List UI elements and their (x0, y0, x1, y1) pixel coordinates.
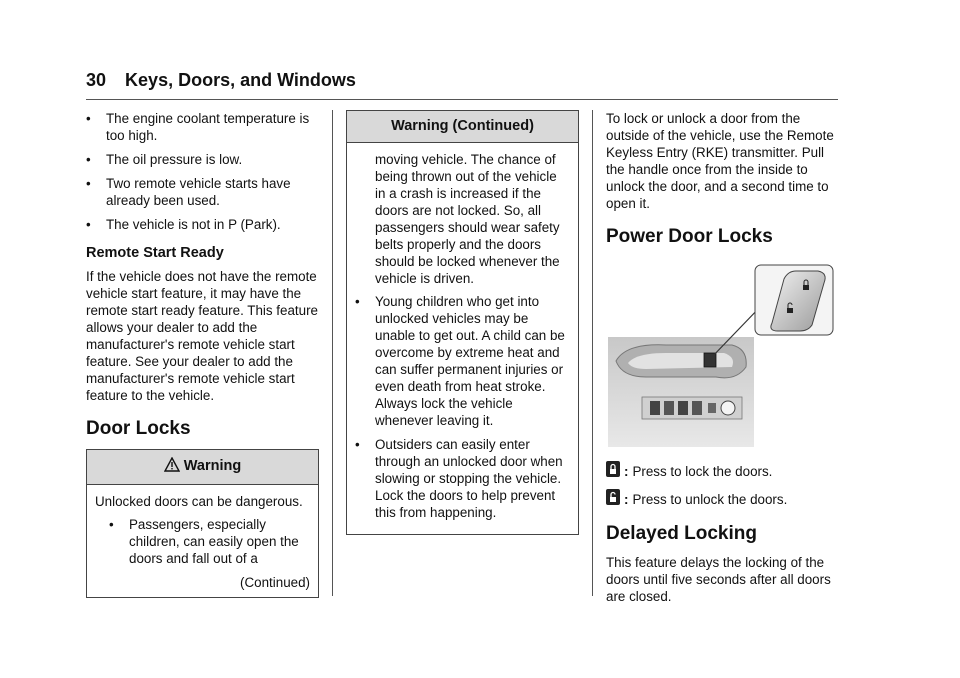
lock-instruction: : Press to lock the doors. (606, 461, 838, 481)
unlock-icon (606, 489, 624, 509)
warning-continued-header: Warning (Continued) (347, 111, 578, 143)
power-door-locks-heading: Power Door Locks (606, 226, 773, 247)
page-header (86, 70, 356, 91)
warning-continued-text: moving vehicle. The chance of being thrown out of the vehicle in a crash is increased if the doors are not locked. So, all passengers should wear safety belts properly and the doors should be locked whenever the vehicle is driven. (375, 152, 560, 286)
warning-continued-box (346, 110, 579, 535)
page-number: 30 (86, 70, 107, 90)
list-item: • Two remote vehicle starts have already been used. (86, 176, 291, 208)
list-item: • Outsiders can easily enter through an unlocked door when slowing or stopping the vehicle. Lock the doors to help prevent this from happening. (355, 437, 563, 520)
column-divider-2 (592, 110, 593, 596)
list-item: • The vehicle is not in P (Park). (86, 217, 281, 232)
remote-start-heading: Remote Start Ready (86, 245, 224, 261)
header-rule (86, 99, 838, 100)
door-locks-heading: Door Locks (86, 418, 191, 439)
unlock-label: Press to unlock the doors. (632, 491, 788, 507)
chapter-title: Keys, Doors, and Windows (125, 70, 356, 90)
door-lock-switch-figure (606, 257, 838, 447)
column-2 (346, 110, 579, 535)
list-item: • The oil pressure is low. (86, 152, 243, 167)
warning-title: Warning (183, 458, 242, 474)
unlock-instruction: : Press to unlock the doors. (606, 489, 838, 509)
warning-box (86, 449, 319, 598)
delayed-locking-heading: Delayed Locking (606, 523, 757, 544)
column-divider-1 (332, 110, 333, 596)
warning-text: Unlocked doors can be dangerous. (95, 494, 303, 509)
list-item: • The engine coolant temperature is too high. (86, 111, 310, 143)
lock-label: Press to lock the doors. (632, 463, 773, 479)
rke-intro-text: To lock or unlock a door from the outside of the vehicle, use the Remote Keyless Entry (RKE) transmitter. Pull the handle once from the inside to unlock the door, and a second time to open it. (606, 111, 834, 211)
list-item: • Passengers, especially children, can easily open the doors and fall out of a (109, 517, 299, 566)
list-item: • Young children who get into unlocked vehicles may be unable to get out. A child can be overcome by extreme heat and can suffer permanent injuries or even death from heat stroke. Always lock the vehicle whenever leaving it. (355, 294, 565, 428)
warning-header (87, 450, 318, 485)
continued-label: (Continued) (240, 575, 310, 590)
remote-start-text: If the vehicle does not have the remote vehicle start feature, it may have the remote start ready feature. This feature allows your dealer to add the manufacturer's remote vehicle start feature. See your dealer to add the manufacturer's remote vehicle start feature to the vehicle. (86, 269, 318, 403)
warning-icon (164, 457, 180, 477)
delayed-locking-text: This feature delays the locking of the doors until five seconds after all doors are closed. (606, 555, 831, 604)
column-3 (606, 110, 838, 612)
column-1 (86, 110, 319, 598)
lock-icon (606, 461, 624, 481)
